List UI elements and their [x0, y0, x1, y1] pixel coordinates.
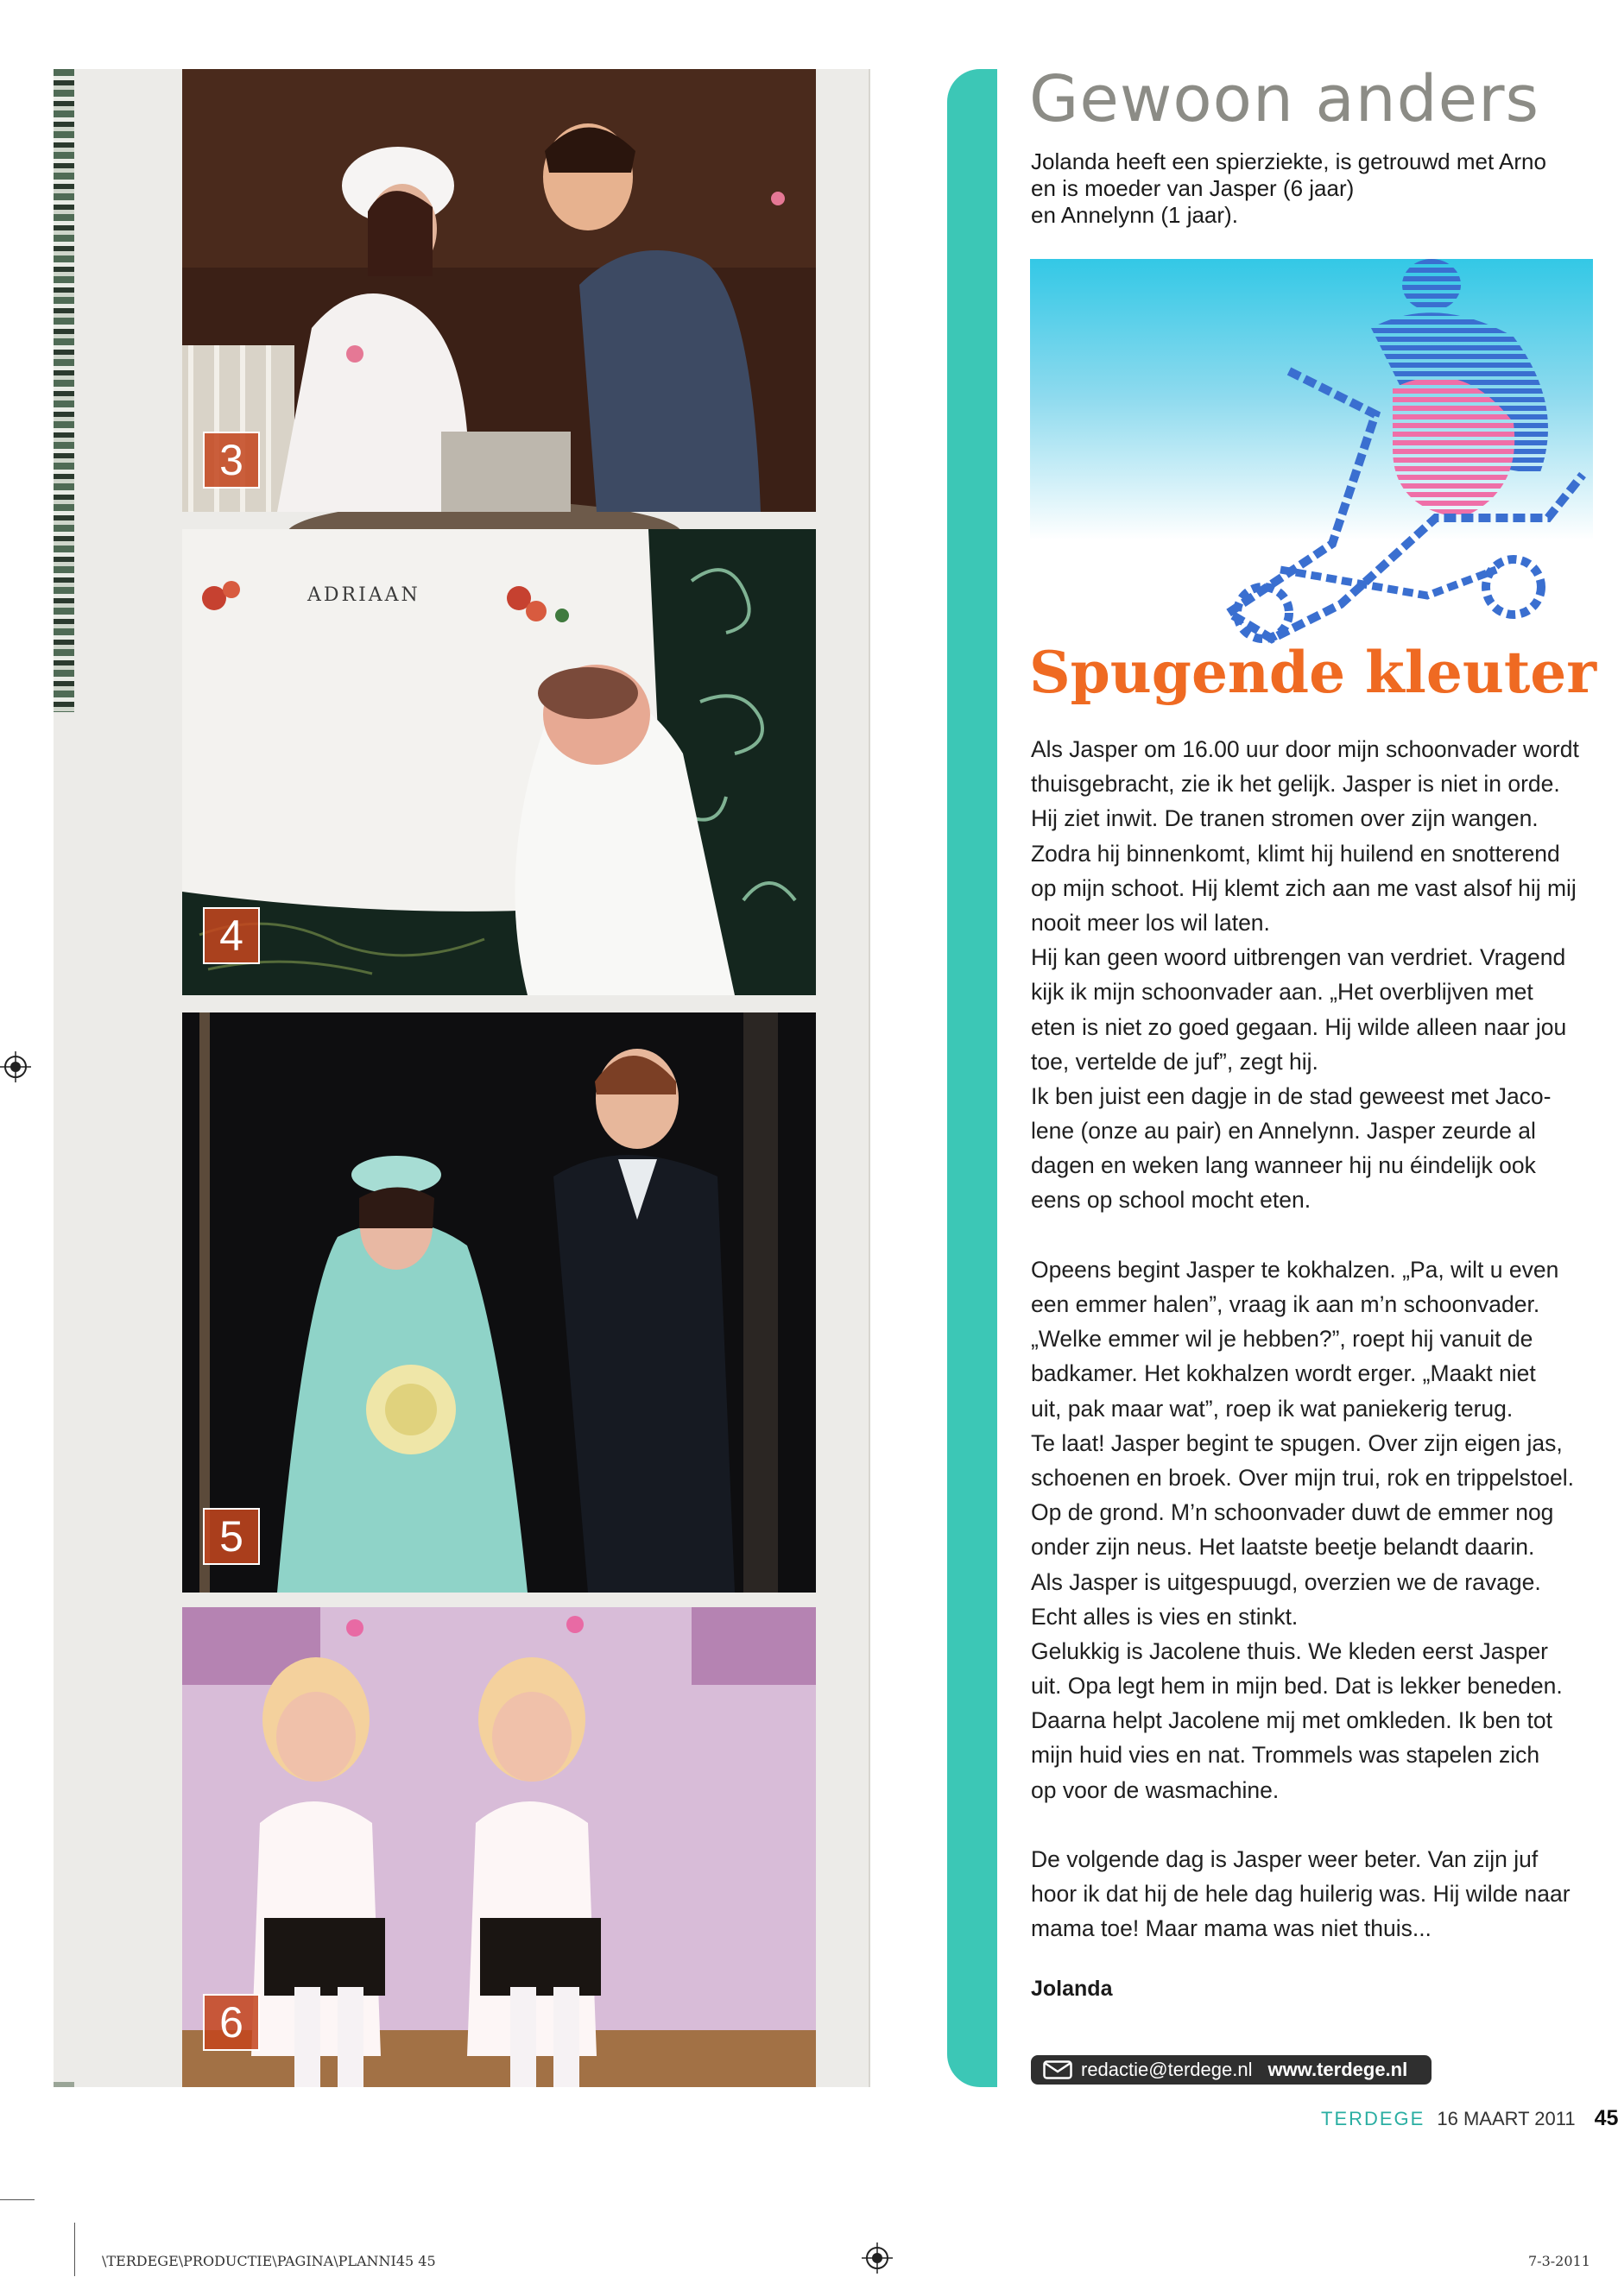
contact-website-link[interactable]: www.terdege.nl	[1267, 2059, 1408, 2080]
photo-3-wedding-couple	[182, 69, 816, 512]
body-line: Gelukkig is Jacolene thuis. We kleden eerst Jasper	[1031, 1637, 1549, 1664]
body-line: Als Jasper om 16.00 uur door mijn schoonvader wordt	[1031, 736, 1579, 762]
body-line: De volgende dag is Jasper weer beter. Van zijn juf	[1031, 1846, 1539, 1872]
embroidered-name: ADRIAAN	[307, 584, 420, 606]
intro-line: en is moeder van Jasper (6 jaar)	[1031, 175, 1355, 201]
photo-4-newborn	[182, 529, 816, 995]
photo-number-badge: 6	[203, 1994, 260, 2051]
body-line: eten is niet zo goed gegaan. Hij wilde alleen naar jou	[1031, 1013, 1567, 1040]
contact-bar	[1031, 2055, 1432, 2085]
body-line: badkamer. Het kokhalzen wordt erger. „Maakt niet	[1031, 1360, 1536, 1387]
body-line: „Welke emmer wil je hebben?”, roept hij vanuit de	[1031, 1326, 1533, 1353]
crop-mark	[0, 2199, 35, 2200]
page-footer	[1321, 2106, 1618, 2131]
issue-date: 16 MAART 2011	[1437, 2108, 1576, 2129]
teal-accent-bar	[947, 69, 997, 2087]
registration-mark-icon	[862, 2242, 893, 2274]
body-line: onder zijn neus. Het laatste beetje belandt daarin.	[1031, 1534, 1535, 1561]
body-line: thuisgebracht, zie ik het gelijk. Jasper is niet in orde.	[1031, 771, 1560, 798]
photo-number-badge: 5	[203, 1508, 260, 1565]
body-line: op mijn schoot. Hij klemt zich aan me vast alsof hij mij	[1031, 874, 1577, 901]
body-line: dagen en weken lang wanneer hij nu éindelijk ook	[1031, 1152, 1536, 1179]
body-line: Zodra hij binnenkomt, klimt hij huilend en snotterend	[1031, 840, 1560, 867]
body-line: een emmer halen”, vraag ik aan m’n schoonvader.	[1031, 1291, 1540, 1317]
body-line: nooit meer los wil laten.	[1031, 909, 1270, 936]
body-line: mama toe! Maar mama was niet thuis...	[1031, 1915, 1432, 1942]
body-line: Hij ziet inwit. De tranen stromen over zijn wangen.	[1031, 805, 1539, 832]
body-line: Ik ben juist een dagje in de stad geweest met Jaco-	[1031, 1082, 1552, 1109]
photo-number-badge: 4	[203, 907, 260, 964]
magazine-name: TERDEGE	[1321, 2108, 1425, 2129]
body-line: Echt alles is vies en stinkt.	[1031, 1603, 1299, 1630]
print-date: 7-3-2011	[1528, 2253, 1590, 2269]
print-slug: \TERDEGE\PRODUCTIE\PAGINA\PLANNI45 45	[102, 2253, 436, 2269]
body-line: mijn huid vies en nat. Trommels was stapelen zich	[1031, 1742, 1540, 1769]
body-line: uit. Opa legt hem in mijn bed. Dat is lekker beneden.	[1031, 1673, 1563, 1700]
photo-number-badge: 3	[203, 432, 260, 489]
intro-line: Jolanda heeft een spierziekte, is getrouwd met Arno	[1031, 148, 1546, 174]
column-title: Gewoon anders	[1029, 62, 1540, 136]
film-strip-decoration	[54, 69, 74, 712]
body-line: schoenen en broek. Over mijn trui, rok en trippelstoel.	[1031, 1464, 1574, 1491]
intro-line: en Annelynn (1 jaar).	[1031, 202, 1238, 228]
film-strip-decoration	[54, 2082, 74, 2087]
body-line: op voor de wasmachine.	[1031, 1776, 1280, 1803]
body-line: Te laat! Jasper begint te spugen. Over zijn eigen jas,	[1031, 1429, 1563, 1456]
photo-5-bride-and-groom	[182, 1012, 816, 1593]
contact-email-link[interactable]: redactie@terdege.nl	[1081, 2059, 1253, 2080]
body-line: Op de grond. M’n schoonvader duwt de emmer nog	[1031, 1499, 1554, 1526]
body-line: Opeens begint Jasper te kokhalzen. „Pa, wilt u even	[1031, 1256, 1559, 1283]
body-line: kijk ik mijn schoonvader aan. „Het overblijven met	[1031, 979, 1533, 1006]
body-line: hoor ik dat hij de hele dag huilerig was. Hij wilde naar	[1031, 1881, 1571, 1908]
page-number: 45	[1594, 2106, 1618, 2130]
intro-text	[1031, 148, 1601, 229]
body-line: Hij kan geen woord uitbrengen van verdriet. Vragend	[1031, 944, 1566, 971]
body-line: uit, pak maar wat”, roep ik wat paniekerig terug.	[1031, 1395, 1514, 1422]
body-line: lene (onze au pair) en Annelynn. Jasper zeurde al	[1031, 1118, 1536, 1145]
article-body	[1031, 732, 1601, 1946]
body-line: Daarna helpt Jacolene mij met omkleden. Ik ben tot	[1031, 1707, 1552, 1734]
article-author: Jolanda	[1031, 1977, 1113, 2001]
envelope-icon	[1043, 2060, 1072, 2079]
body-line: Als Jasper is uitgespuugd, overzien we de ravage.	[1031, 1568, 1541, 1595]
crop-mark	[74, 2223, 75, 2276]
photo-6-two-toddlers	[182, 1607, 816, 2087]
body-line: toe, vertelde de juf”, zegt hij.	[1031, 1048, 1318, 1075]
wheelchair-scooter-icon	[1229, 259, 1583, 639]
article-headline: Spugende kleuter	[1029, 639, 1597, 706]
body-line: eens op school mocht eten.	[1031, 1187, 1311, 1214]
scooter-illustration	[1030, 259, 1593, 649]
registration-mark-icon	[0, 1051, 31, 1082]
